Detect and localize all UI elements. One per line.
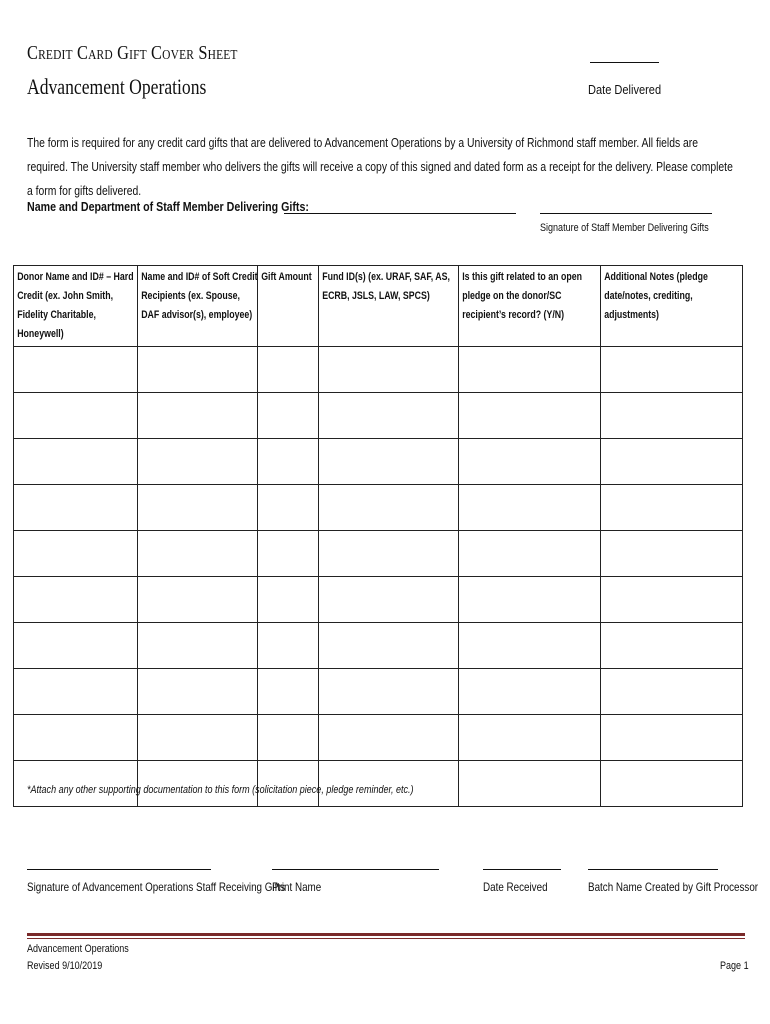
table-cell[interactable] bbox=[138, 485, 258, 531]
table-cell[interactable] bbox=[601, 715, 743, 761]
footer-page-number: Page 1 bbox=[720, 960, 749, 972]
table-cell[interactable] bbox=[14, 531, 138, 577]
table-cell[interactable] bbox=[459, 531, 601, 577]
table-cell[interactable] bbox=[459, 347, 601, 393]
table-row bbox=[14, 531, 743, 577]
table-cell[interactable] bbox=[14, 439, 138, 485]
deliverer-name-line[interactable] bbox=[284, 213, 516, 214]
table-cell[interactable] bbox=[459, 669, 601, 715]
table-cell[interactable] bbox=[459, 761, 601, 807]
deliverer-signature-label: Signature of Staff Member Delivering Gifts bbox=[540, 222, 709, 234]
print-name-line[interactable] bbox=[272, 869, 439, 870]
table-cell[interactable] bbox=[138, 439, 258, 485]
table-cell[interactable] bbox=[138, 669, 258, 715]
table-cell[interactable] bbox=[258, 485, 319, 531]
table-cell[interactable] bbox=[459, 485, 601, 531]
table-row bbox=[14, 715, 743, 761]
column-header-fund-id: Fund ID(s) (ex. URAF, SAF, AS, ECRB, JSLS, LAW, SPCS) bbox=[319, 266, 459, 347]
table-body bbox=[14, 347, 743, 807]
table-cell[interactable] bbox=[138, 715, 258, 761]
table-cell[interactable] bbox=[601, 531, 743, 577]
table-cell[interactable] bbox=[258, 669, 319, 715]
table-cell[interactable] bbox=[14, 669, 138, 715]
form-subtitle: Advancement Operations bbox=[27, 74, 207, 99]
table-cell[interactable] bbox=[258, 623, 319, 669]
table-row bbox=[14, 347, 743, 393]
table-cell[interactable] bbox=[14, 577, 138, 623]
column-header-soft-credit: Name and ID# of Soft Credit Recipients (ex. Spouse, DAF advisor(s), employee) bbox=[138, 266, 258, 347]
table-cell[interactable] bbox=[601, 485, 743, 531]
table-cell[interactable] bbox=[14, 347, 138, 393]
table-cell[interactable] bbox=[258, 393, 319, 439]
table-cell[interactable] bbox=[319, 347, 459, 393]
column-header-notes: Additional Notes (pledge date/notes, crediting, adjustments) bbox=[601, 266, 743, 347]
deliverer-signature-line[interactable] bbox=[540, 213, 712, 214]
table-cell[interactable] bbox=[459, 623, 601, 669]
table-row bbox=[14, 669, 743, 715]
gifts-table bbox=[13, 265, 743, 807]
column-header-open-pledge: Is this gift related to an open pledge on the donor/SC recipient’s record? (Y/N) bbox=[459, 266, 601, 347]
intro-text: The form is required for any credit card gifts that are delivered to Advancement Operations by a University of Richmond staff member. All fields are required. The University staff member who delivers the gifts will receive a copy of this signed and dated form as a receipt for the delivery. Please complete a form for gifts delivered. bbox=[27, 136, 733, 198]
table-cell[interactable] bbox=[319, 393, 459, 439]
date-received-label: Date Received bbox=[483, 880, 548, 894]
table-row bbox=[14, 623, 743, 669]
table-cell[interactable] bbox=[14, 715, 138, 761]
table-cell[interactable] bbox=[319, 669, 459, 715]
table-cell[interactable] bbox=[601, 347, 743, 393]
table-cell[interactable] bbox=[601, 623, 743, 669]
table-cell[interactable] bbox=[14, 485, 138, 531]
attach-note: *Attach any other supporting documentation to this form (solicitation piece, pledge reminder, etc.) bbox=[27, 784, 414, 796]
table-cell[interactable] bbox=[319, 623, 459, 669]
form-title: Credit Card Gift Cover Sheet bbox=[27, 42, 238, 64]
table-cell[interactable] bbox=[138, 531, 258, 577]
table-cell[interactable] bbox=[258, 577, 319, 623]
table-cell[interactable] bbox=[601, 393, 743, 439]
date-delivered-line[interactable] bbox=[590, 62, 659, 63]
table-cell[interactable] bbox=[601, 669, 743, 715]
table-cell[interactable] bbox=[601, 439, 743, 485]
table-cell[interactable] bbox=[601, 577, 743, 623]
table-cell[interactable] bbox=[319, 577, 459, 623]
table-cell[interactable] bbox=[319, 485, 459, 531]
receiver-signature-line[interactable] bbox=[27, 869, 211, 870]
table-cell[interactable] bbox=[459, 715, 601, 761]
table-row bbox=[14, 439, 743, 485]
table-cell[interactable] bbox=[258, 531, 319, 577]
table-cell[interactable] bbox=[138, 393, 258, 439]
table-cell[interactable] bbox=[319, 531, 459, 577]
table-row bbox=[14, 577, 743, 623]
footer-org: Advancement Operations bbox=[27, 943, 129, 955]
table-cell[interactable] bbox=[138, 577, 258, 623]
table-cell[interactable] bbox=[459, 439, 601, 485]
table-cell[interactable] bbox=[319, 439, 459, 485]
table-cell[interactable] bbox=[601, 761, 743, 807]
table-row bbox=[14, 485, 743, 531]
table-cell[interactable] bbox=[459, 577, 601, 623]
table-cell[interactable] bbox=[138, 623, 258, 669]
table-cell[interactable] bbox=[138, 347, 258, 393]
footer-revised: Revised 9/10/2019 bbox=[27, 960, 103, 972]
table-header-row bbox=[14, 266, 743, 347]
table-cell[interactable] bbox=[459, 393, 601, 439]
print-name-label: Print Name bbox=[272, 880, 322, 894]
table-cell[interactable] bbox=[14, 393, 138, 439]
column-header-donor: Donor Name and ID# – Hard Credit (ex. John Smith, Fidelity Charitable, Honeywell) bbox=[14, 266, 138, 347]
table-cell[interactable] bbox=[258, 439, 319, 485]
deliverer-label: Name and Department of Staff Member Delivering Gifts: bbox=[27, 199, 309, 214]
table-cell[interactable] bbox=[258, 715, 319, 761]
date-delivered-label: Date Delivered bbox=[588, 82, 662, 97]
table-cell[interactable] bbox=[14, 623, 138, 669]
batch-name-line[interactable] bbox=[588, 869, 718, 870]
table-row bbox=[14, 393, 743, 439]
table-cell[interactable] bbox=[258, 347, 319, 393]
table-cell[interactable] bbox=[319, 715, 459, 761]
receiver-signature-label: Signature of Advancement Operations Staff Receiving Gifts bbox=[27, 880, 285, 894]
column-header-gift-amount: Gift Amount bbox=[258, 266, 319, 347]
footer-divider bbox=[27, 933, 745, 936]
footer-divider-thin bbox=[27, 938, 745, 939]
date-received-line[interactable] bbox=[483, 869, 561, 870]
batch-name-label: Batch Name Created by Gift Processor bbox=[588, 880, 759, 894]
